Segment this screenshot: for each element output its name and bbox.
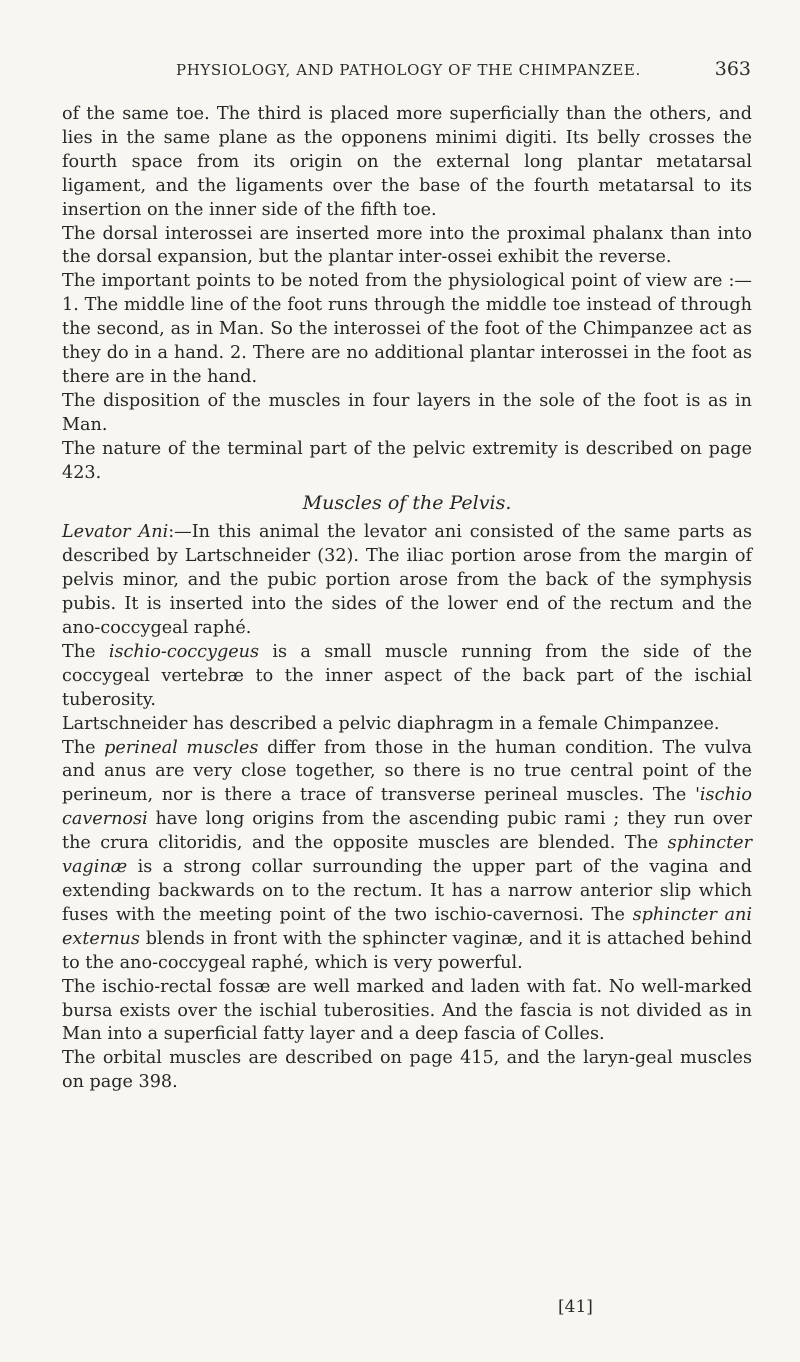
- paragraph: The dorsal interossei are inserted more into the proximal phalanx than into the dorsal expansion, but the plantar inter-ossei exhibit the reverse.: [62, 223, 752, 268]
- term-italic: perineal muscles: [104, 737, 259, 758]
- paragraph: [62, 641, 752, 713]
- paragraph-text: differ from those in the human condition. The vulva and anus are very close together, so there is no true central point of the perineum, nor is there a trace of transverse perineal muscles. The: [62, 737, 752, 806]
- paragraph: [62, 521, 752, 641]
- running-title: PHYSIOLOGY, AND PATHOLOGY OF THE CHIMPANZEE.: [176, 61, 641, 79]
- paragraph: of the same toe. The third is placed more superficially than the others, and lies in the same plane as the opponens minimi digiti. Its belly crosses the fourth space from its origin on the external long plantar metatarsal ligament, and the ligaments over the base of the fourth metatarsal to its insertion on the inner side of the fifth toe.: [62, 104, 752, 220]
- term-italic: sphincter ani externus: [62, 904, 752, 949]
- paragraph: Lartschneider has described a pelvic diaphragm in a female Chimpanzee.: [62, 713, 720, 734]
- term-italic: ischio-coccygeus: [108, 641, 259, 662]
- paragraph-text: is a small muscle running from the side of the coccygeal vertebræ to the inner aspect of the back part of the ischial tuberosity.: [62, 641, 752, 710]
- term-italic: sphincter vaginæ: [62, 833, 752, 878]
- paragraph-text: :—In this animal the levator ani consisted of the same parts as described by Lartschneider (32). The iliac portion arose from the margin of pelvis minor, and the pubic portion arose from the back of the symphysis pubis. It is inserted into the sides of the lower end of the rectum and the ano-coccygeal raphé.: [62, 522, 752, 639]
- paragraph: The ischio-rectal fossæ are well marked and laden with fat. No well-marked bursa exists over the ischial tuberosities. And the fascia is not divided as in Man into a superficial fatty layer and a deep fascia of Colles.: [62, 976, 752, 1045]
- term-italic: Levator Ani: [62, 522, 169, 543]
- paragraph-text: The: [62, 737, 105, 758]
- body-text: [62, 103, 752, 1095]
- paragraph: The nature of the terminal part of the pelvic extremity is described on page 423.: [62, 438, 752, 483]
- running-header: [176, 58, 751, 80]
- page-number: 363: [714, 58, 751, 80]
- paragraph: The important points to be noted from the physiological point of view are :—1. The middle line of the foot runs through the middle toe instead of through the second, as in Man. So the interossei of the foot of the Chimpanzee act as they do in a hand. 2. There are no additional plantar interossei in the foot as there are in the hand.: [62, 271, 752, 387]
- paragraph: The orbital muscles are described on page 415, and the laryn-geal muscles on page 398.: [62, 1048, 752, 1093]
- paragraph-text: blends in front with the sphincter vaginæ, and it is attached behind to the ano-coccygeal raphé, which is very powerful.: [62, 928, 752, 973]
- paragraph-text: The: [62, 641, 109, 662]
- section-heading: Muscles of the Pelvis.: [302, 491, 512, 514]
- signature-mark: [41]: [558, 1297, 593, 1317]
- paragraph-text: is a strong collar surrounding the upper part of the vagina and extending backwards on to the rectum. It has a narrow anterior slip which fuses with the meeting point of the two ischio-cavernosi. The: [62, 857, 752, 925]
- paragraph-text: have long origins from the ascending pubic rami ; they run over the crura clitoridis, and the opposite muscles are blended. The: [62, 809, 752, 854]
- paragraph: [62, 737, 752, 976]
- term-italic: 'ischio cavernosi: [62, 785, 752, 830]
- paragraph: The disposition of the muscles in four layers in the sole of the foot is as in Man.: [62, 390, 752, 435]
